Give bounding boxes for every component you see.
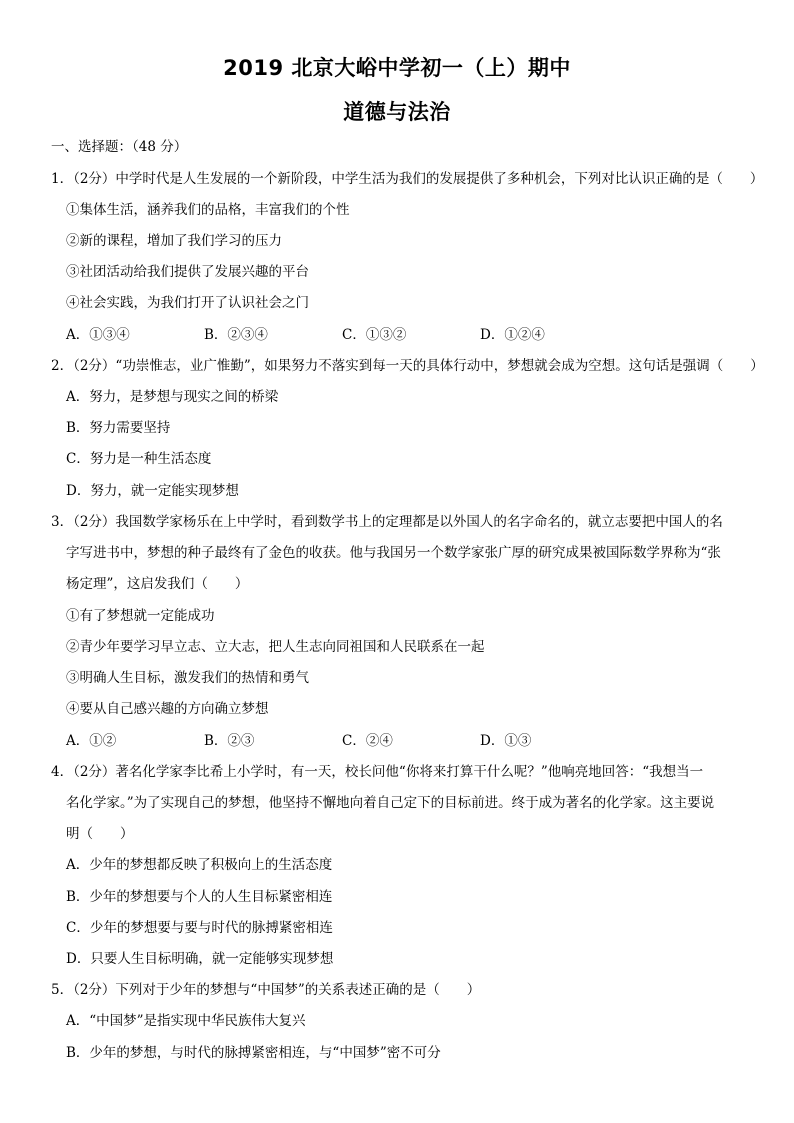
- question-2-option-a[interactable]: A．努力，是梦想与现实之间的桥梁: [66, 389, 279, 405]
- question-5-stem: 5．（2分）下列对于少年的梦想与“中国梦”的关系表述正确的是（ ）: [51, 982, 481, 998]
- option-d[interactable]: D．①③: [480, 733, 532, 749]
- option-c[interactable]: C．①③②: [342, 327, 407, 343]
- question-3-stem-line-2: 字写进书中，梦想的种子最终有了金色的收获。他与我国另一个数学家张广厚的研究成果被国际数学界称为“张: [66, 545, 721, 561]
- question-3-stem-line-1: 3．（2分）我国数学家杨乐在上中学时，看到数学书上的定理都是以外国人的名字命名的，就立志要把中国人的名: [51, 514, 723, 530]
- question-4-option-b[interactable]: B．少年的梦想要与个人的人生目标紧密相连: [66, 889, 333, 905]
- option-b[interactable]: B．②③: [204, 733, 255, 749]
- question-3-stem-line-3: 杨定理”，这启发我们（ ）: [66, 576, 249, 592]
- question-3-item-4: ④要从自己感兴趣的方向确立梦想: [66, 701, 269, 717]
- option-d[interactable]: D．①②④: [480, 327, 545, 343]
- exam-title: 2019 北京大峪中学初一（上）期中: [223, 56, 571, 80]
- question-4-stem-line-3: 明（ ）: [66, 826, 134, 842]
- question-4-option-c[interactable]: C．少年的梦想要与要与时代的脉搏紧密相连: [66, 920, 333, 936]
- question-3-item-2: ②青少年要学习早立志、立大志，把人生志向同祖国和人民联系在一起: [66, 639, 485, 655]
- question-4-option-a[interactable]: A．少年的梦想都反映了积极向上的生活态度: [66, 857, 333, 873]
- option-b[interactable]: B．②③④: [204, 327, 268, 343]
- question-2-option-d[interactable]: D．努力，就一定能实现梦想: [66, 483, 239, 499]
- question-1-options: [66, 327, 726, 343]
- question-1-item-1: ①集体生活，涵养我们的品格，丰富我们的个性: [66, 202, 350, 218]
- question-2-option-b[interactable]: B．努力需要坚持: [66, 420, 171, 436]
- question-4-stem-line-1: 4．（2分）著名化学家李比希上小学时，有一天，校长问他“你将来打算干什么呢？”他响亮地回答：“我想当一: [51, 764, 704, 780]
- exam-subject: 道德与法治: [343, 100, 451, 124]
- question-1-item-2: ②新的课程，增加了我们学习的压力: [66, 233, 282, 249]
- question-2-option-c[interactable]: C．努力是一种生活态度: [66, 451, 212, 467]
- section-heading: 一、选择题：（48 分）: [51, 139, 188, 155]
- question-5-option-a[interactable]: A．“中国梦”是指实现中华民族伟大复兴: [66, 1013, 306, 1029]
- question-3-item-1: ①有了梦想就一定能成功: [66, 608, 215, 624]
- question-2-stem: 2．（2分）“功崇惟志，业广惟勤”，如果努力不落实到每一天的具体行动中，梦想就会成为空想。这句话是强调（ ）: [51, 358, 764, 374]
- question-4-option-d[interactable]: D．只要人生目标明确，就一定能够实现梦想: [66, 951, 334, 967]
- question-1-stem: 1．（2分）中学时代是人生发展的一个新阶段，中学生活为我们的发展提供了多种机会，下列对比认识正确的是（ ）: [51, 171, 764, 187]
- option-a[interactable]: A．①②: [66, 733, 117, 749]
- question-5-option-b[interactable]: B．少年的梦想，与时代的脉搏紧密相连，与“中国梦”密不可分: [66, 1045, 441, 1061]
- question-4-stem-line-2: 名化学家。”为了实现自己的梦想，他坚持不懈地向着自己定下的目标前进。终于成为著名的化学家。这主要说: [66, 795, 715, 811]
- question-3-item-3: ③明确人生目标，激发我们的热情和勇气: [66, 670, 309, 686]
- option-a[interactable]: A．①③④: [66, 327, 130, 343]
- question-1-item-4: ④社会实践，为我们打开了认识社会之门: [66, 295, 309, 311]
- question-3-options: [66, 733, 726, 749]
- question-1-item-3: ③社团活动给我们提供了发展兴趣的平台: [66, 264, 309, 280]
- option-c[interactable]: C．②④: [342, 733, 393, 749]
